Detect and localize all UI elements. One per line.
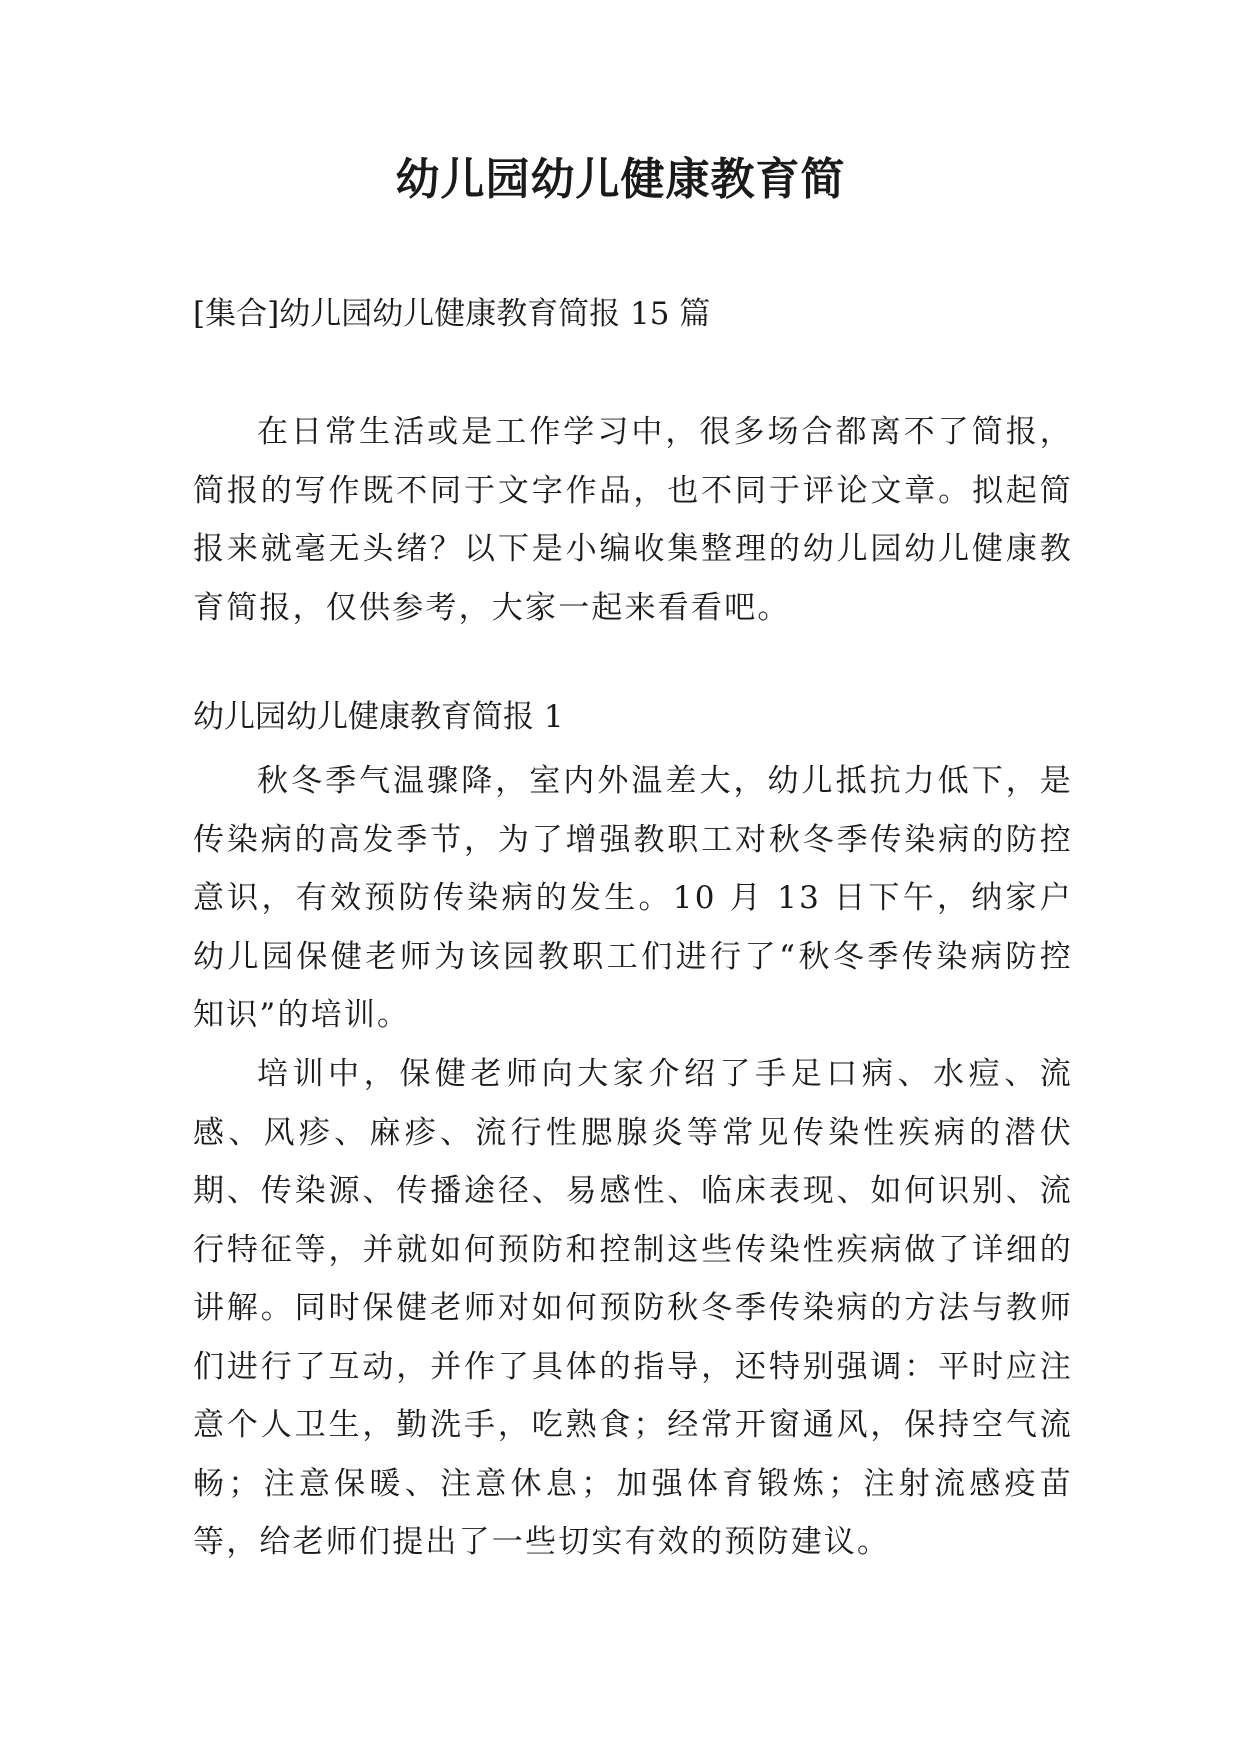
section-heading: 幼儿园幼儿健康教育简报 1: [193, 699, 564, 735]
document-subtitle: [集合]幼儿园幼儿健康教育简报 15 篇: [193, 296, 711, 332]
intro-paragraph: 在日常生活或是工作学习中，很多场合都离不了简报，简报的写作既不同于文字作品，也不同于评论文章。拟起简报来就毫无头绪？以下是小编收集整理的幼儿园幼儿健康教育简报，仅供参考，大家一起来看看吧。: [193, 414, 1073, 626]
body-paragraph-2: 培训中，保健老师向大家介绍了手足口病、水痘、流感、风疹、麻疹、流行性腮腺炎等常见传染性疾病的潜伏期、传染源、传播途径、易感性、临床表现、如何识别、流行特征等，并就如何预防和控制这些传染性疾病做了详细的讲解。同时保健老师对如何预防秋冬季传染病的方法与教师们进行了互动，并作了具体的指导，还特别强调：平时应注意个人卫生，勤洗手，吃熟食；经常开窗通风，保持空气流畅；注意保暖、注意休息；加强体育锻炼；注射流感疫苗等，给老师们提出了一些切实有效的预防建议。: [193, 1056, 1073, 1560]
body-paragraph-1: 秋冬季气温骤降，室内外温差大，幼儿抵抗力低下，是传染病的高发季节，为了增强教职工对秋冬季传染病的防控意识，有效预防传染病的发生。10 月 13 日下午，纳家户幼儿园保健老师为该园教职工们进行了“秋冬季传染病防控知识”的培训。: [193, 763, 1073, 1033]
document-title: 幼儿园幼儿健康教育简: [395, 154, 846, 205]
